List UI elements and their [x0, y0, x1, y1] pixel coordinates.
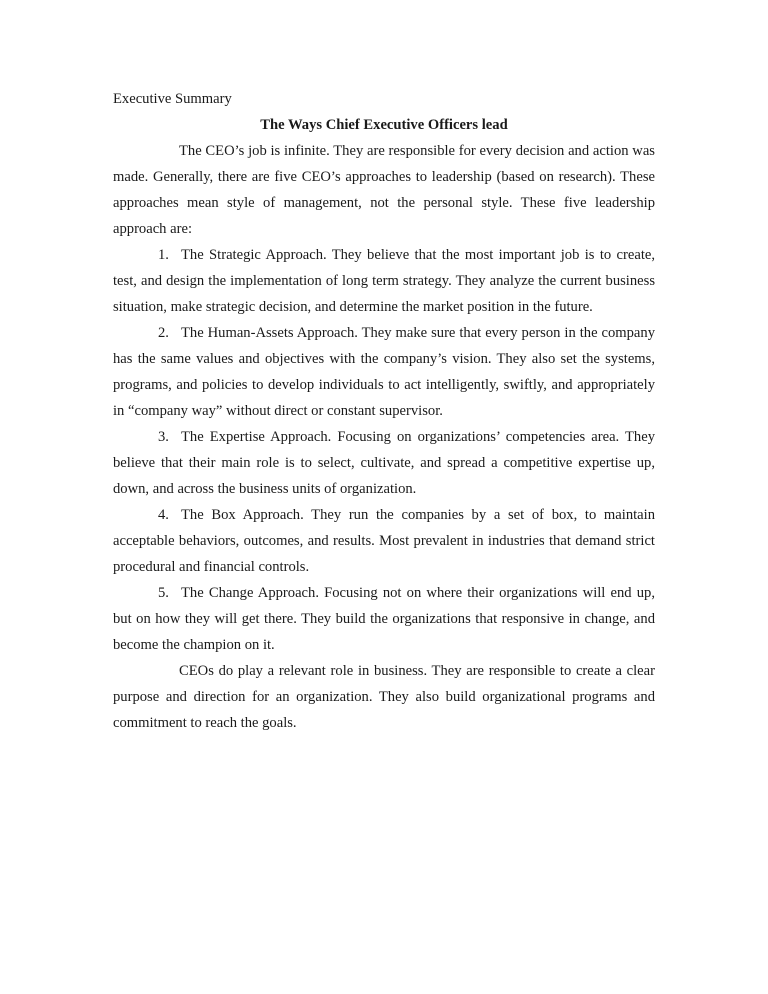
list-item	[113, 502, 655, 580]
list-item-number: 1.	[158, 247, 169, 263]
list-item-text: The Expertise Approach. Focusing on organizations’ competencies area. They believe that their main role is to select, cultivate, and spread a competitive expertise up, down, and across the business units of organization.	[113, 429, 655, 497]
list-item	[113, 424, 655, 502]
list-item-number: 3.	[158, 429, 169, 445]
list-item	[113, 242, 655, 320]
list-item-text: The Box Approach. They run the companies by a set of box, to maintain acceptable behaviors, outcomes, and results. Most prevalent in industries that demand strict procedural and financial controls.	[113, 507, 655, 575]
document-title: The Ways Chief Executive Officers lead	[260, 117, 508, 133]
section-label: Executive Summary	[113, 91, 232, 107]
list-item-number: 5.	[158, 585, 169, 601]
list-item	[113, 320, 655, 424]
list-item-text: The Human-Assets Approach. They make sure that every person in the company has the same values and objectives with the company’s vision. They also set the systems, programs, and policies to develop individuals to act intelligently, swiftly, and appropriately in “company way” without direct or constant supervisor.	[113, 325, 655, 419]
list-item-number: 2.	[158, 325, 169, 341]
document-body	[113, 86, 655, 736]
conclusion-paragraph: CEOs do play a relevant role in business. They are responsible to create a clear purpose and direction for an organization. They also build organizational programs and commitment to reach the goals.	[113, 663, 655, 731]
list-item-text: The Strategic Approach. They believe that the most important job is to create, test, and design the implementation of long term strategy. They analyze the current business situation, make strategic decision, and determine the market position in the future.	[113, 247, 655, 315]
list-item	[113, 580, 655, 658]
list-item-text: The Change Approach. Focusing not on where their organizations will end up, but on how they will get there. They build the organizations that responsive in change, and become the champion on it.	[113, 585, 655, 653]
intro-paragraph: The CEO’s job is infinite. They are responsible for every decision and action was made. Generally, there are five CEO’s approaches to leadership (based on research). These approaches mean style of management, not the personal style. These five leadership approach are:	[113, 143, 655, 237]
list-item-number: 4.	[158, 507, 169, 523]
